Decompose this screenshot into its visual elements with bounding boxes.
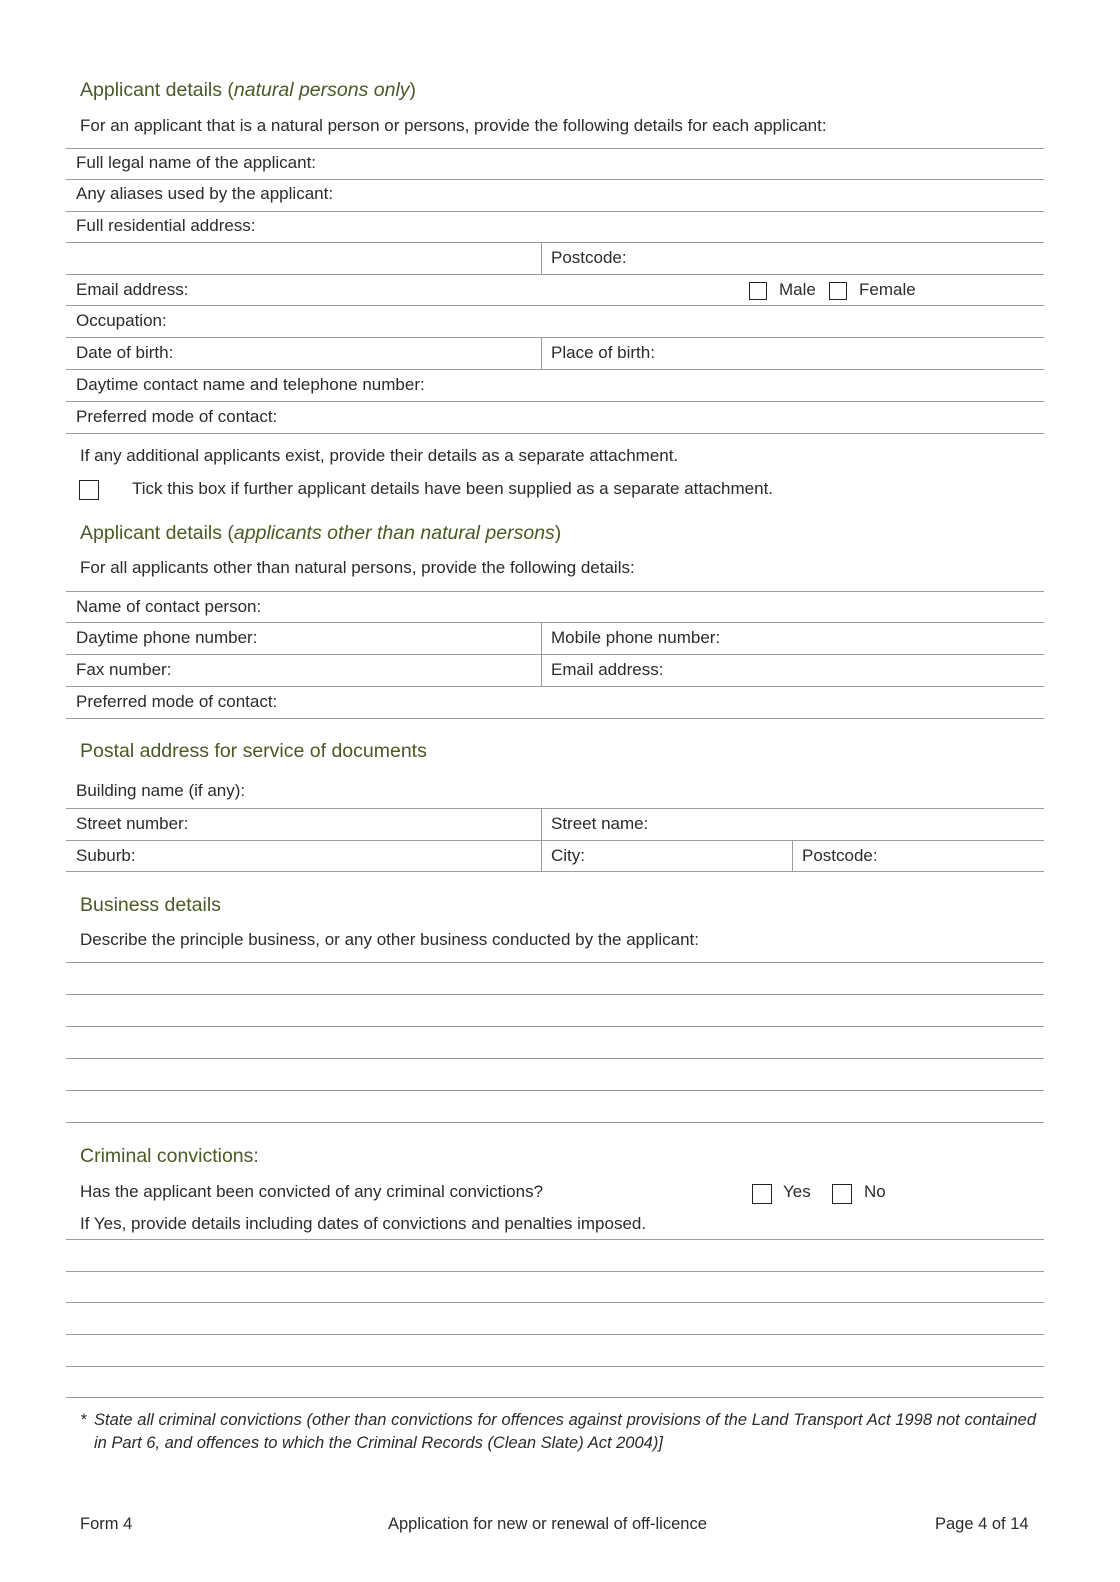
divider: [66, 148, 1044, 149]
divider: [66, 401, 1044, 402]
section-title-business-details: Business details: [80, 894, 221, 916]
divider: [66, 840, 1044, 841]
daytime-contact-field[interactable]: Daytime contact name and telephone number:: [76, 375, 425, 394]
convictions-details-line[interactable]: [66, 1271, 1044, 1272]
no-label: No: [864, 1182, 886, 1201]
additional-applicants-note: If any additional applicants exist, provide their details as a separate attachment.: [80, 446, 679, 465]
title-italic: natural persons only: [233, 79, 410, 101]
title-text: Applicant details (: [80, 79, 234, 101]
convictions-details-line[interactable]: [66, 1397, 1044, 1398]
convictions-footnote: [80, 1409, 1036, 1455]
footer-form-number: Form 4: [80, 1515, 133, 1533]
section-title-criminal-convictions: Criminal convictions:: [80, 1145, 259, 1167]
divider: [66, 808, 1044, 809]
convictions-details-line[interactable]: [66, 1239, 1044, 1240]
postal-postcode-field[interactable]: Postcode:: [802, 846, 878, 865]
occupation-field[interactable]: Occupation:: [76, 311, 167, 330]
yes-label: Yes: [783, 1182, 811, 1201]
business-details-line[interactable]: [66, 994, 1044, 995]
section-title-other-applicants: [80, 522, 561, 545]
business-details-line[interactable]: [66, 1026, 1044, 1027]
footnote-text: State all criminal convictions (other than convictions for offences against provisions of the Land Transport Act 1998 not contained in Part 6, and offences to which the Criminal Records (Clean Slate) Act 2004)]: [94, 1411, 1036, 1452]
aliases-field[interactable]: Any aliases used by the applicant:: [76, 184, 334, 203]
male-checkbox[interactable]: [749, 282, 767, 300]
divider: [66, 337, 1044, 338]
divider: [66, 654, 1044, 655]
convictions-details-prompt: If Yes, provide details including dates of convictions and penalties imposed.: [80, 1214, 647, 1233]
business-details-line[interactable]: [66, 1058, 1044, 1059]
full-name-field[interactable]: Full legal name of the applicant:: [76, 153, 317, 172]
column-divider: [541, 242, 542, 274]
divider: [66, 242, 1044, 243]
further-details-checkbox[interactable]: [79, 480, 99, 500]
male-label: Male: [779, 280, 816, 299]
section-title-natural-persons: [80, 79, 416, 102]
convictions-question: Has the applicant been convicted of any criminal convictions?: [80, 1182, 544, 1201]
preferred-contact-field[interactable]: Preferred mode of contact:: [76, 407, 278, 426]
building-name-field[interactable]: Building name (if any):: [76, 781, 246, 800]
street-name-field[interactable]: Street name:: [551, 814, 649, 833]
divider: [66, 871, 1044, 872]
footnote-asterisk: *: [80, 1411, 87, 1429]
convictions-no-checkbox[interactable]: [832, 1184, 852, 1204]
other-preferred-contact-field[interactable]: Preferred mode of contact:: [76, 692, 278, 711]
city-field[interactable]: City:: [551, 846, 585, 865]
other-applicants-intro: For all applicants other than natural persons, provide the following details:: [80, 558, 635, 577]
footer-form-title: Application for new or renewal of off-licence: [388, 1515, 707, 1533]
daytime-phone-field[interactable]: Daytime phone number:: [76, 628, 258, 647]
column-divider: [541, 337, 542, 369]
female-label: Female: [859, 280, 916, 299]
divider: [66, 211, 1044, 212]
title-text: Applicant details (: [80, 522, 234, 544]
contact-person-field[interactable]: Name of contact person:: [76, 597, 262, 616]
business-details-line[interactable]: [66, 962, 1044, 963]
divider: [66, 718, 1044, 719]
divider: [66, 433, 1044, 434]
divider: [66, 274, 1044, 275]
column-divider: [792, 840, 793, 871]
business-details-prompt: Describe the principle business, or any other business conducted by the applicant:: [80, 930, 699, 949]
email-field[interactable]: Email address:: [76, 280, 189, 299]
title-close: ): [554, 522, 562, 544]
residential-address-field[interactable]: Full residential address:: [76, 216, 256, 235]
residential-postcode-field[interactable]: Postcode:: [551, 248, 627, 267]
fax-field[interactable]: Fax number:: [76, 660, 172, 679]
convictions-details-line[interactable]: [66, 1302, 1044, 1303]
divider: [66, 369, 1044, 370]
footer-page-number: Page 4 of 14: [935, 1515, 1029, 1533]
title-close: ): [409, 79, 417, 101]
convictions-details-line[interactable]: [66, 1366, 1044, 1367]
female-checkbox[interactable]: [829, 282, 847, 300]
divider: [66, 305, 1044, 306]
divider: [66, 622, 1044, 623]
section-title-postal-address: Postal address for service of documents: [80, 740, 427, 762]
other-email-field[interactable]: Email address:: [551, 660, 664, 679]
natural-persons-intro: For an applicant that is a natural person or persons, provide the following details for each applicant:: [80, 116, 827, 135]
convictions-details-line[interactable]: [66, 1334, 1044, 1335]
suburb-field[interactable]: Suburb:: [76, 846, 136, 865]
business-details-line[interactable]: [66, 1122, 1044, 1123]
divider: [66, 591, 1044, 592]
further-details-label: Tick this box if further applicant details have been supplied as a separate attachment.: [132, 479, 774, 498]
convictions-yes-checkbox[interactable]: [752, 1184, 772, 1204]
place-of-birth-field[interactable]: Place of birth:: [551, 343, 655, 362]
mobile-phone-field[interactable]: Mobile phone number:: [551, 628, 721, 647]
date-of-birth-field[interactable]: Date of birth:: [76, 343, 174, 362]
divider: [66, 686, 1044, 687]
divider: [66, 179, 1044, 180]
street-number-field[interactable]: Street number:: [76, 814, 189, 833]
title-italic: applicants other than natural persons: [233, 522, 555, 544]
business-details-line[interactable]: [66, 1090, 1044, 1091]
